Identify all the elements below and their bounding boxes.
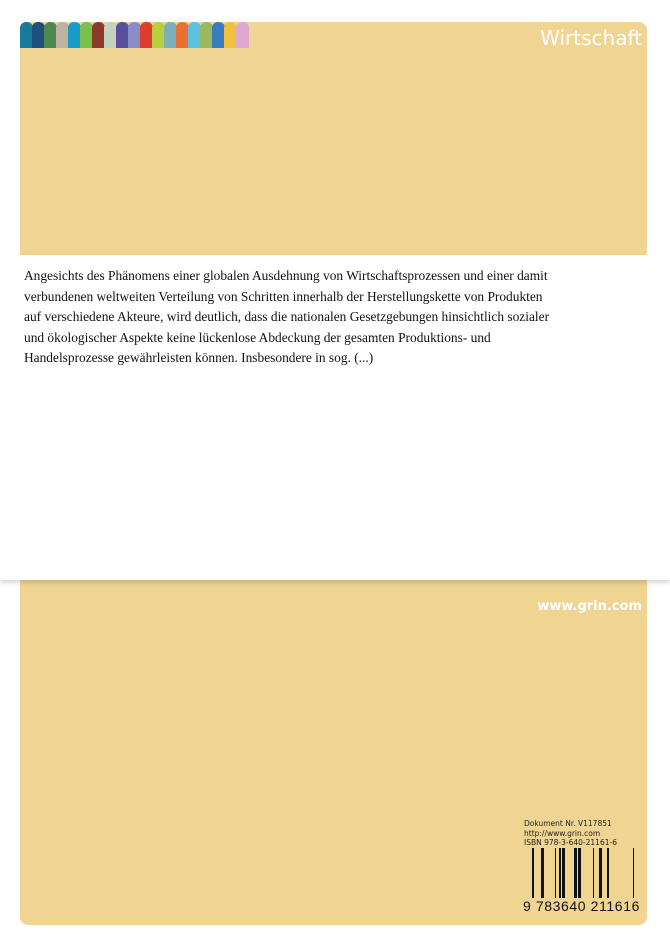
document-number: Dokument Nr. V117851 [524, 819, 612, 828]
color-stripes [20, 22, 248, 48]
barcode-bar [541, 848, 544, 898]
document-info [524, 819, 617, 848]
isbn: ISBN 978-3-640-21161-6 [524, 838, 617, 847]
info-url: http://www.grin.com [524, 828, 601, 838]
barcode-bar [559, 848, 561, 898]
barcode-bar [578, 848, 581, 898]
barcode-bar [599, 848, 602, 898]
blurb-line: und ökologischer Aspekte keine lückenlose Abdeckung der gesamten Produktions- und [24, 329, 491, 345]
barcode-bar [633, 848, 634, 898]
blurb-line: verbundenen weltweiten Verteilung von Schritten innerhalb der Herstellungskette von Produkten [24, 288, 543, 304]
barcode [524, 848, 636, 898]
category-label: Wirtschaft [540, 26, 642, 50]
blurb-line: auf verschiedene Akteure, wird deutlich, dass die nationalen Gesetzgebungen hinsichtlich sozialer [24, 309, 550, 324]
barcode-bar [555, 848, 556, 898]
barcode-bar [562, 848, 565, 898]
blurb-line: Angesichts des Phänomens einer globalen Ausdehnung von Wirtschaftsprozessen und einer damit [24, 268, 548, 283]
color-stripe [236, 22, 249, 48]
publisher-url: www.grin.com [537, 599, 642, 614]
blurb-text [24, 266, 644, 369]
barcode-bar [532, 848, 534, 898]
barcode-number: 9 783640 211616 [523, 898, 640, 914]
barcode-bar [574, 848, 577, 898]
barcode-bar [607, 848, 609, 898]
barcode-bar [593, 848, 594, 898]
blurb-line: Handelsprozesse gewährleisten können. Insbesondere in sog. (...) [24, 350, 374, 365]
